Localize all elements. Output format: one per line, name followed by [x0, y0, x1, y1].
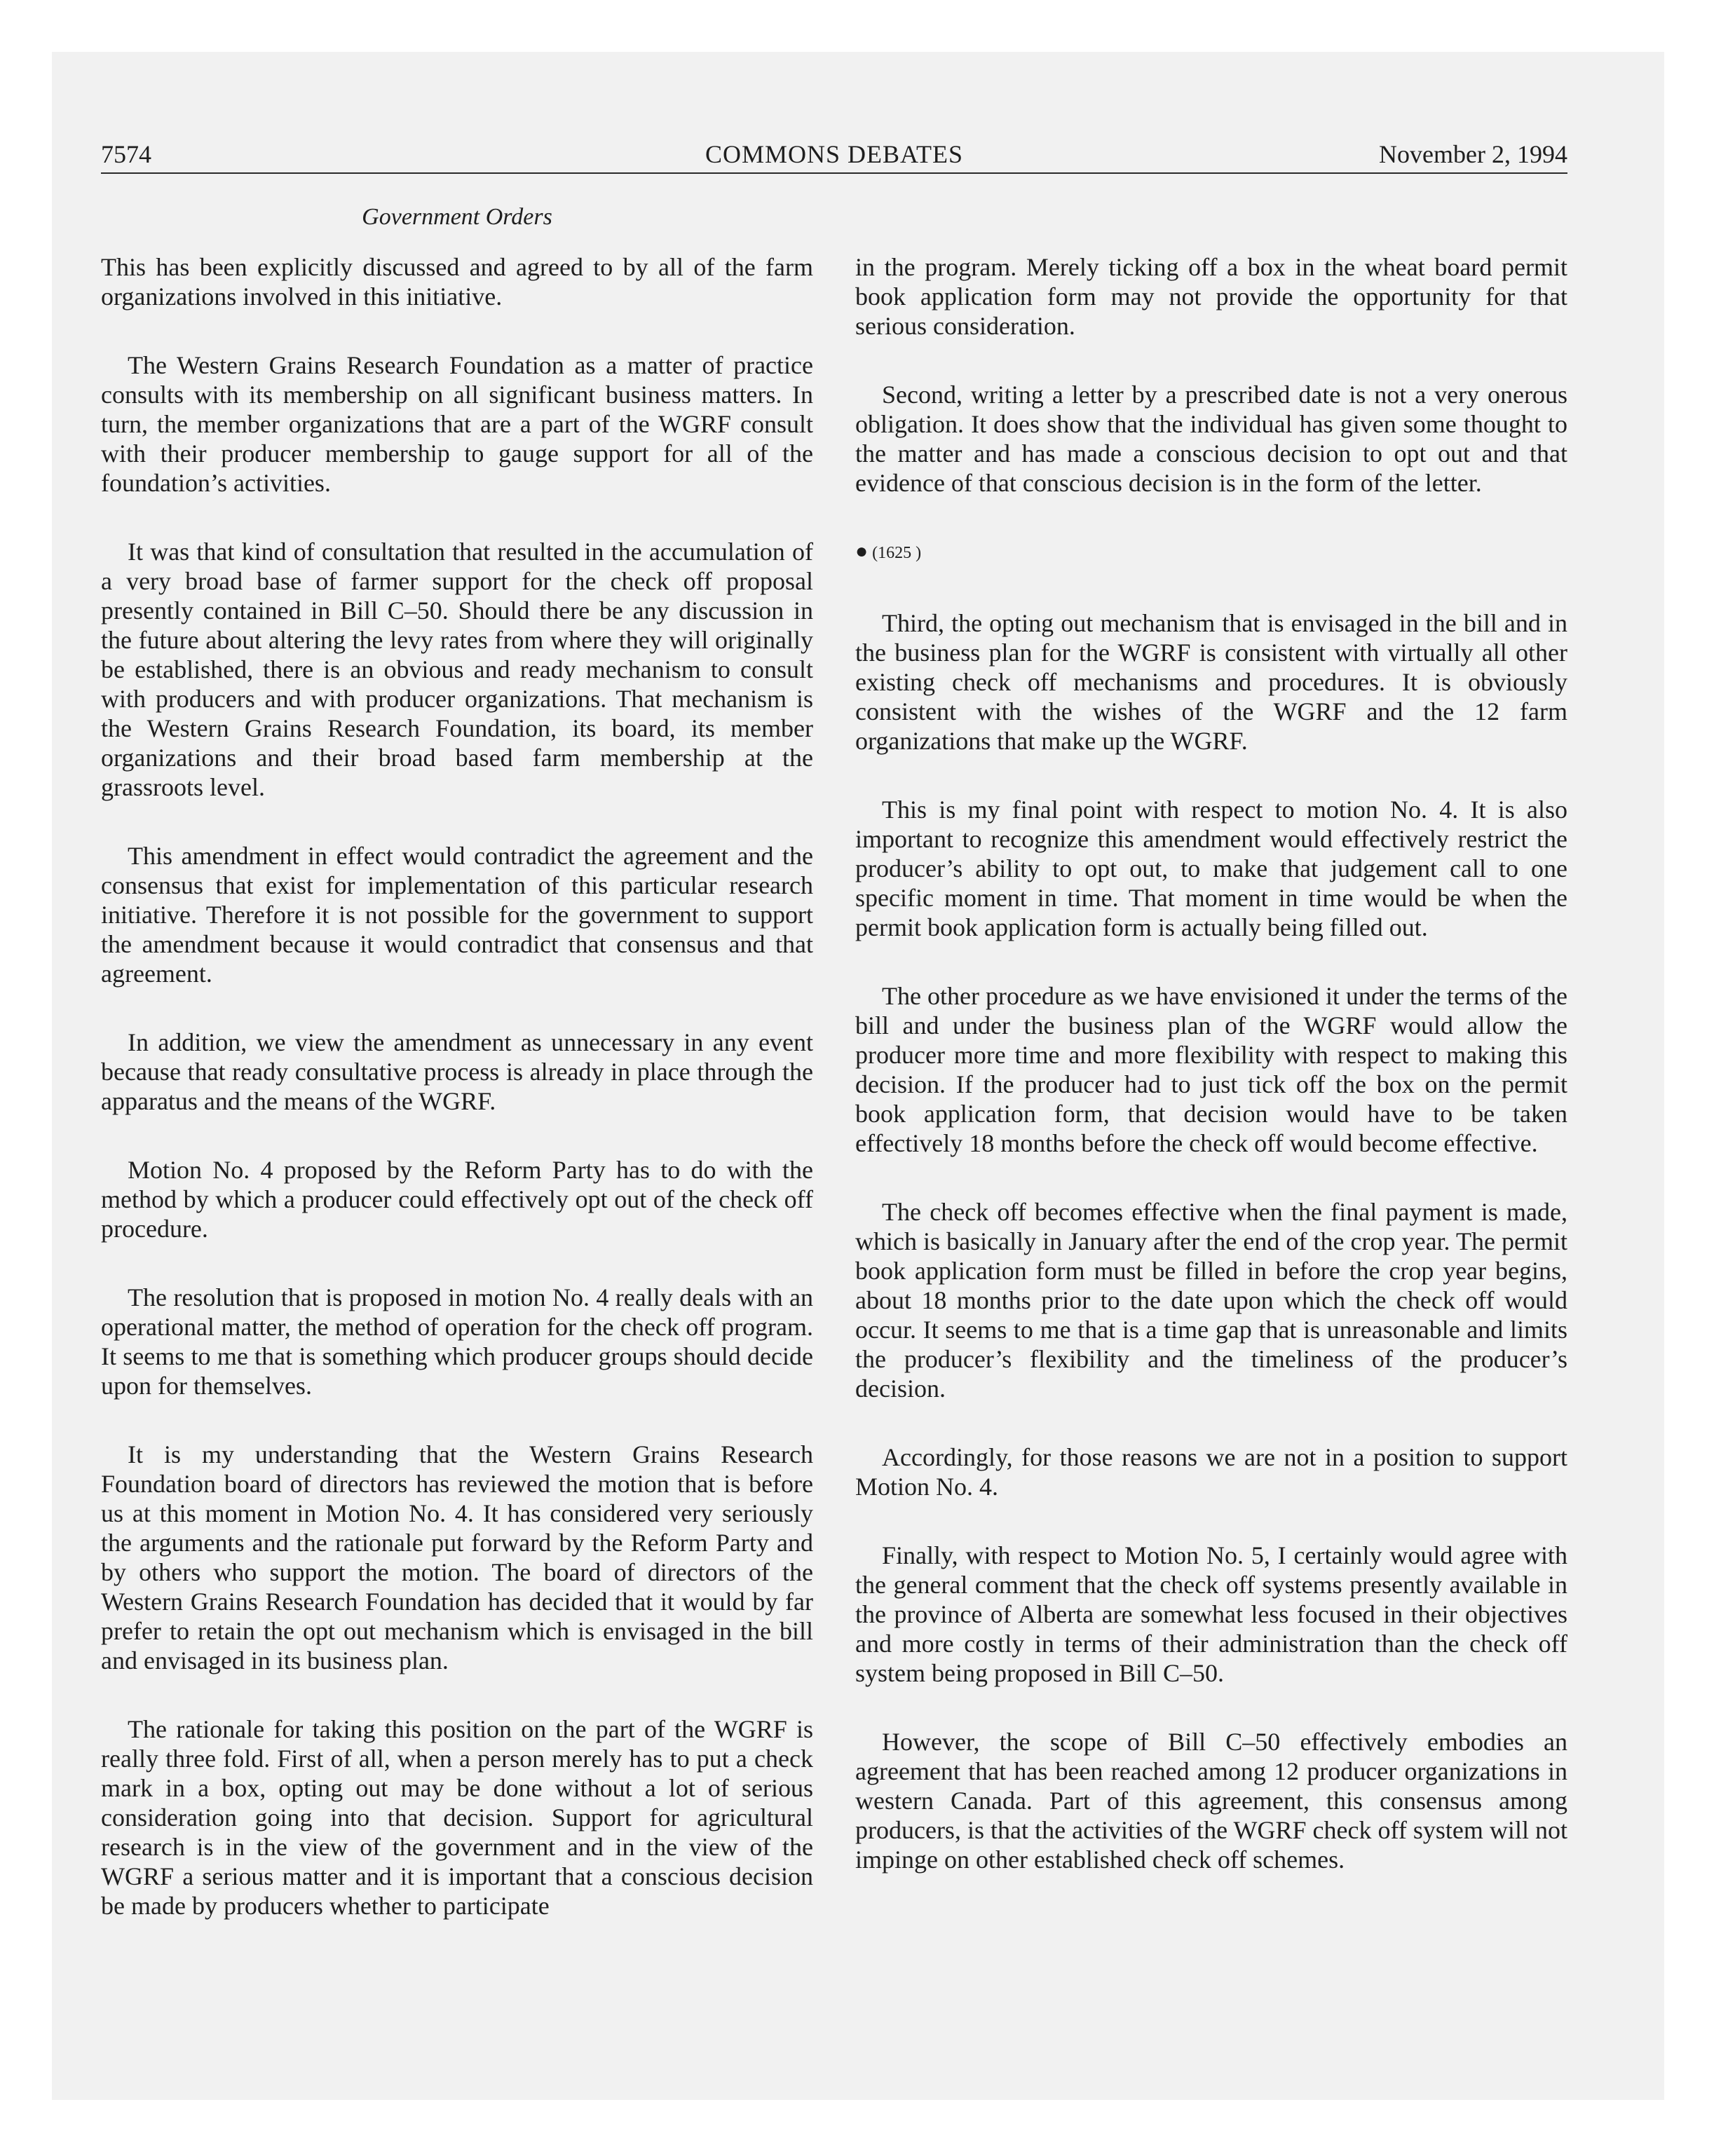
- page-header: [101, 135, 1567, 174]
- page-number: 7574: [101, 140, 151, 168]
- paragraph: Accordingly, for those reasons we are not in a position to support Motion No. 4.: [855, 1443, 1567, 1501]
- paragraph: In addition, we view the amendment as unnecessary in any event because that ready consultative process is already in place through the apparatus and the means of the WGRF.: [101, 1028, 813, 1115]
- time-marker: [855, 537, 1567, 568]
- paragraph: The rationale for taking this position on the part of the WGRF is really three fold. First of all, when a person merely has to put a check mark in a box, opting out may be done without a lot of serious consideration going into that decision. Support for agricultural research is in the view of the government and in the view of the WGRF a serious matter and it is important that a conscious decision be made by producers whether to participate: [101, 1715, 813, 1920]
- paragraph: The other procedure as we have envisioned it under the terms of the bill and under the business plan of the WGRF would allow the producer more time and more flexibility with respect to making this decision. If the producer had to just tick off the box on the permit book application form, that decision would have to be taken effectively 18 months before the check off would become effective.: [855, 982, 1567, 1157]
- paragraph: This is my final point with respect to motion No. 4. It is also important to recognize this amendment would effectively restrict the producer’s ability to opt out, to make that judgement call to one specific moment in time. That moment in time would be when the permit book application form is actually being filled out.: [855, 796, 1567, 941]
- paragraph: However, the scope of Bill C–50 effectively embodies an agreement that has been reached among 12 producer organizations in western Canada. Part of this agreement, this consensus among producers, is that the activities of the WGRF check off system will not impinge on other established check off schemes.: [855, 1728, 1567, 1874]
- paragraph: This has been explicitly discussed and agreed to by all of the farm organizations involved in this initiative.: [101, 253, 813, 311]
- paragraph: The resolution that is proposed in motion No. 4 really deals with an operational matter, the method of operation for the check off program. It seems to me that is something which producer groups should decide upon for themselves.: [101, 1283, 813, 1400]
- section-title: Government Orders: [362, 204, 552, 230]
- paragraph: Second, writing a letter by a prescribed date is not a very onerous obligation. It does show that the individual has given some thought to the matter and has made a conscious decision to opt out and that evidence of that conscious decision is in the form of the letter.: [855, 381, 1567, 497]
- bullet-icon: ●: [855, 540, 869, 563]
- paragraph: Finally, with respect to Motion No. 5, I certainly would agree with the general comment that the check off systems presently available in the province of Alberta are somewhat less focused in their objectives and more costly in terms of their administration than the check off system being proposed in Bill C–50.: [855, 1541, 1567, 1687]
- paragraph: The Western Grains Research Foundation as a matter of practice consults with its membership on all significant business matters. In turn, the member organizations that are a part of the WGRF consult with their producer membership to gauge support for all of the foundation’s activities.: [101, 351, 813, 497]
- paragraph: It was that kind of consultation that resulted in the accumulation of a very broad base of farmer support for the check off proposal presently contained in Bill C–50. Should there be any discussion in the future about altering the levy rates from where they will originally be established, there is an obvious and ready mechanism to consult with producers and with producer organizations. That mechanism is the Western Grains Research Foundation, its board, its member organizations and their broad based farm membership at the grassroots level.: [101, 538, 813, 801]
- paragraph: This amendment in effect would contradict the agreement and the consensus that exist for implementation of this particular research initiative. Therefore it is not possible for the government to support the amendment because it would contradict that consensus and that agreement.: [101, 842, 813, 988]
- header-rule: [101, 172, 1567, 174]
- paragraph: Motion No. 4 proposed by the Reform Party has to do with the method by which a producer could effectively opt out of the check off procedure.: [101, 1156, 813, 1243]
- left-column: [101, 252, 813, 1960]
- paragraph: in the program. Merely ticking off a box in the wheat board permit book application form may not provide the opportunity for that serious consideration.: [855, 253, 1567, 340]
- paragraph: It is my understanding that the Western Grains Research Foundation board of directors has reviewed the motion that is before us at this moment in Motion No. 4. It has considered very seriously the arguments and the rationale put forward by the Reform Party and by others who support the motion. The board of directors of the Western Grains Research Foundation has decided that it would by far prefer to retain the opt out mechanism which is envisaged in the bill and envisaged in its business plan.: [101, 1440, 813, 1674]
- right-column: [855, 252, 1567, 1913]
- publication-title: COMMONS DEBATES: [705, 140, 964, 168]
- paragraph: The check off becomes effective when the final payment is made, which is basically in January after the end of the crop year. The permit book application form must be filled in before the crop year begins, about 18 months prior to the date upon which the check off would occur. It seems to me that is a time gap that is unreasonable and limits the producer’s flexibility and the timeliness of the producer’s decision.: [855, 1198, 1567, 1403]
- time-marker-text: (1625 ): [872, 544, 922, 562]
- publication-date: November 2, 1994: [1379, 140, 1567, 168]
- paragraph: Third, the opting out mechanism that is envisaged in the bill and in the business plan for the WGRF is consistent with virtually all other existing check off mechanisms and procedures. It is obviously consistent with the wishes of the WGRF and the 12 farm organizations that make up the WGRF.: [855, 609, 1567, 755]
